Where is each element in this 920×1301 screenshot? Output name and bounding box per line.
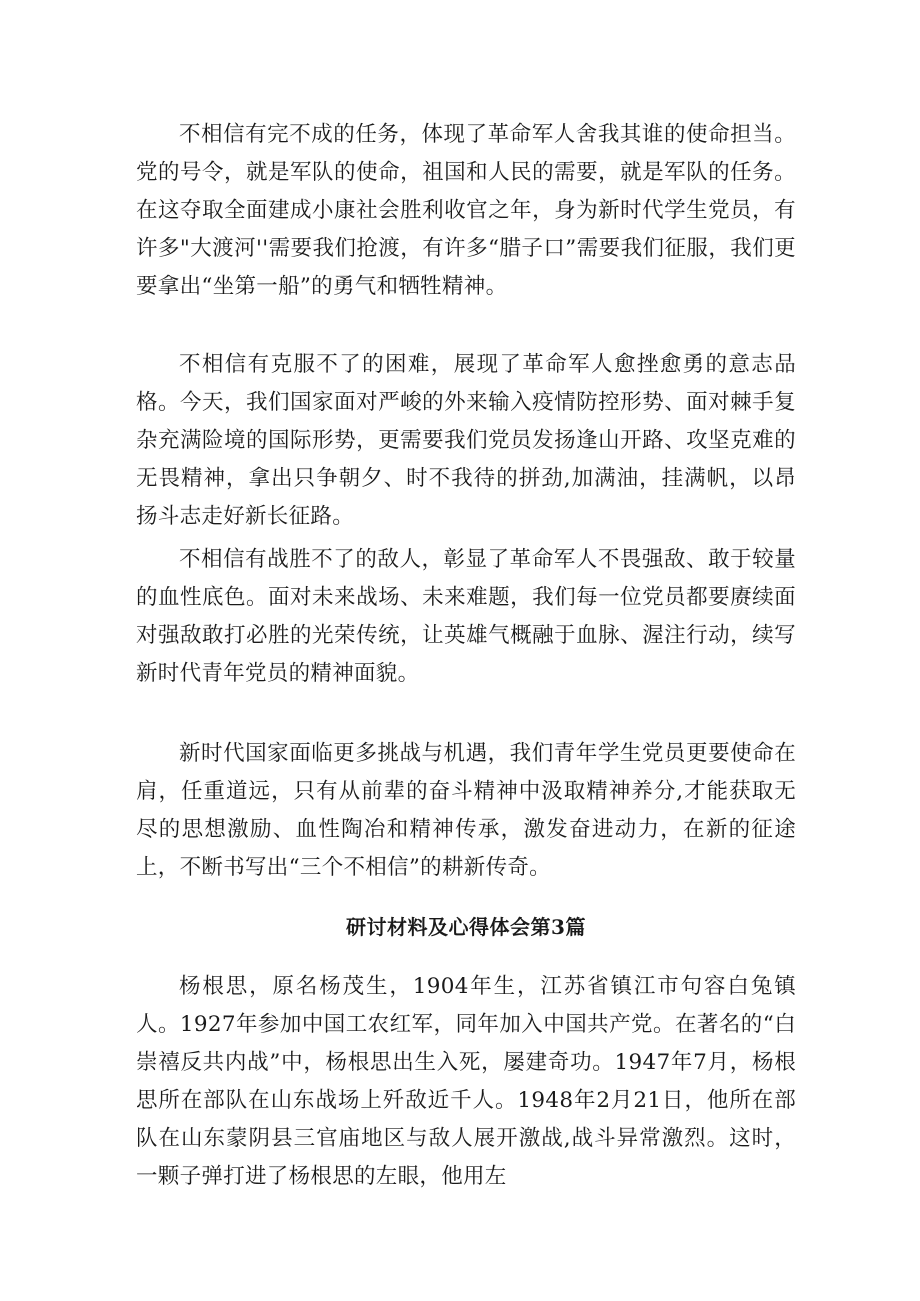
paragraph: 不相信有完不成的任务，体现了革命军人舍我其谁的使命担当。党的号令，就是军队的使命，祖国和人民的需要，就是军队的任务。在这夺取全面建成小康社会胜利收官之年，身为新时代学生党员，有许多"大渡河''需要我们抢渡，有许多“腊子口”需要我们征服，我们更要拿出“坐第一船”的勇气和牺牲精神。 <box>136 122 796 299</box>
paragraph: 新时代国家面临更多挑战与机遇，我们青年学生党员更要使命在肩，任重道远，只有从前辈的奋斗精神中汲取精神养分,才能获取无尽的思想激励、血性陶冶和精神传承，激发奋进动力，在新的征途上，不断书写出“三个不相信”的耕新传奇。 <box>136 741 796 880</box>
section-heading: 研讨材料及心得体会第3篇 <box>346 915 586 939</box>
paragraph: 不相信有克服不了的困难，展现了革命军人愈挫愈勇的意志品格。今天，我们国家面对严峻的外来输入疫情防控形势、面对棘手复杂充满险境的国际形势，更需要我们党员发扬逢山开路、攻坚克难的无畏精神，拿出只争朝夕、时不我待的拼劲,加满油，挂满帆，以昂扬斗志走好新长征路。 <box>136 352 796 529</box>
paragraph: 不相信有战胜不了的敌人，彰显了革命军人不畏强敌、敢于较量的血性底色。面对未来战场、未来难题，我们每一位党员都要赓续面对强敌敢打必胜的光荣传统，让英雄气概融于血脉、渥注行动，续写新时代青年党员的精神面貌。 <box>136 547 796 686</box>
paragraph: 杨根思，原名杨茂生，1904年生，江苏省镇江市句容白兔镇人。1927年参加中国工农红军，同年加入中国共产党。在著名的“白崇禧反共内战”中，杨根思出生入死，屡建奇功。1947年7月，杨根思所在部队在山东战场上歼敌近千人。1948年2月21日，他所在部队在山东蒙阴县三官庙地区与敌人展开激战,战斗异常激烈。这时，一颗子弹打进了杨根思的左眼，他用左 <box>136 974 796 1189</box>
